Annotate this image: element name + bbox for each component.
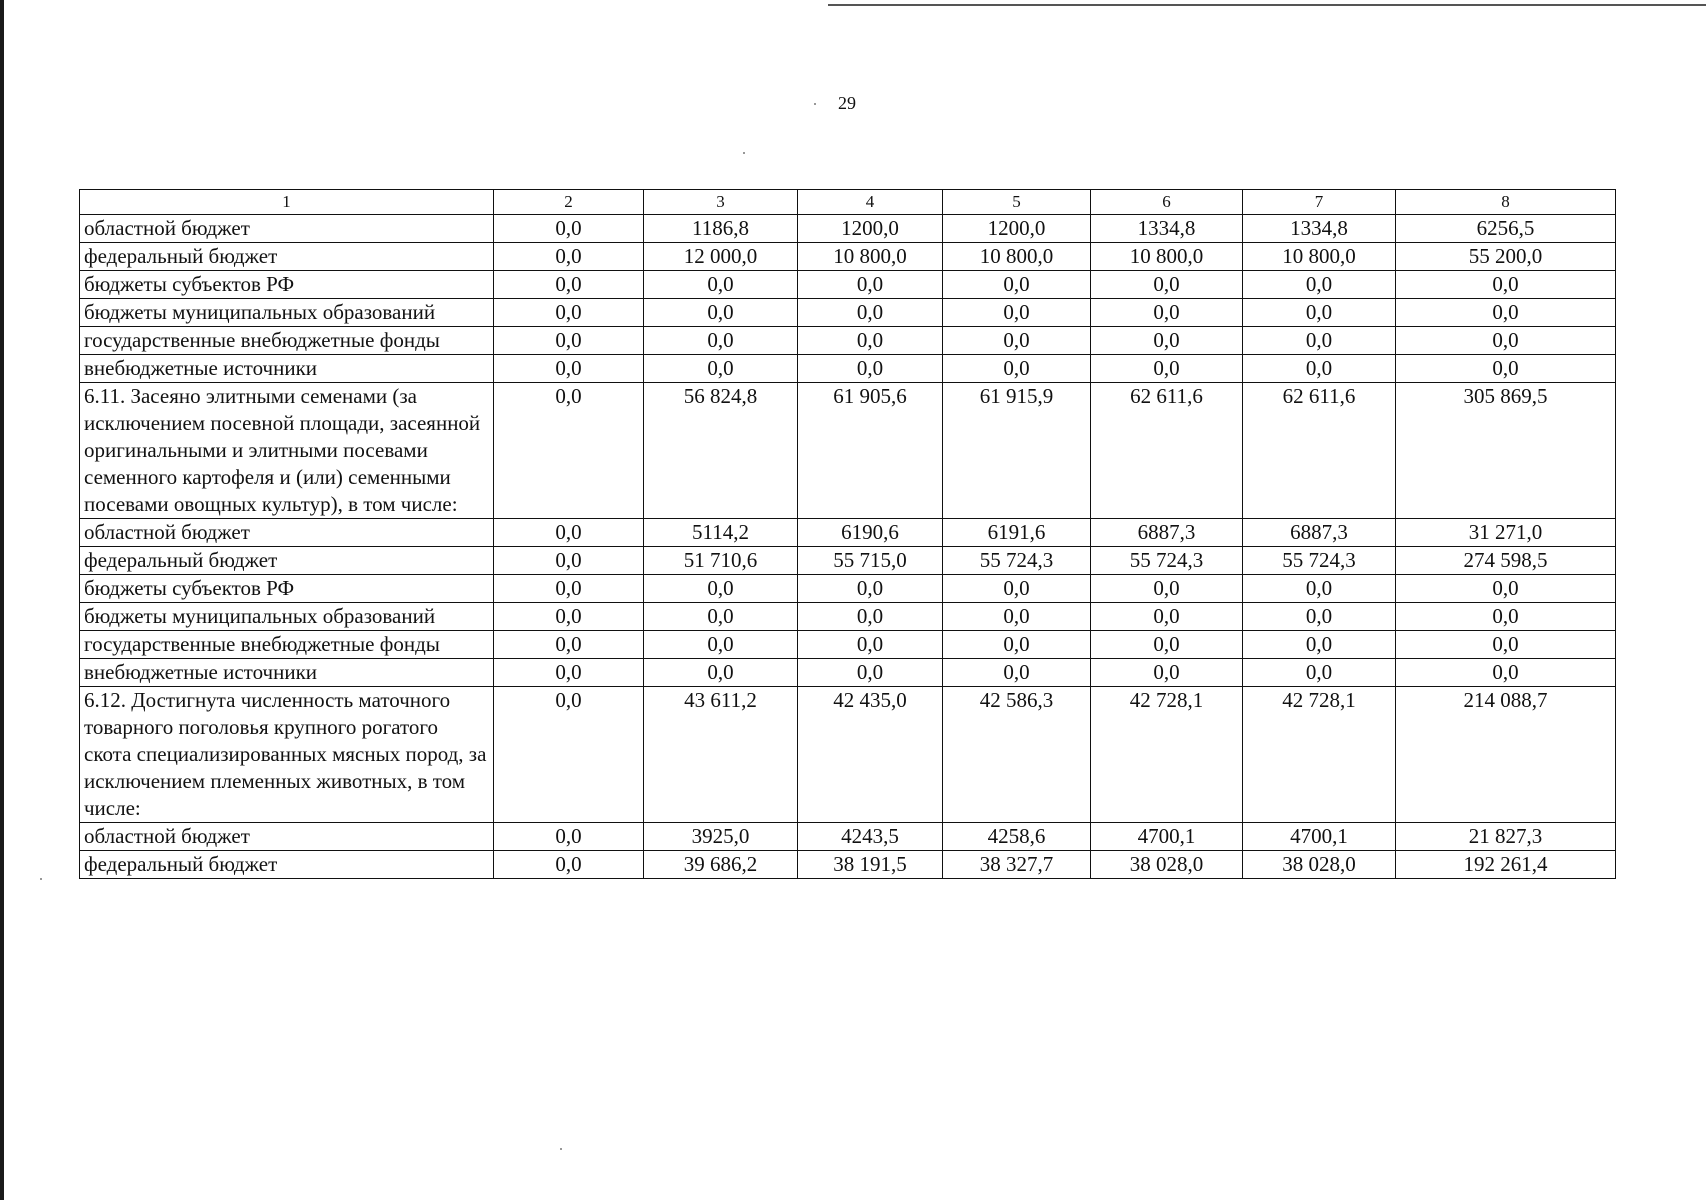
value-cell: 31 271,0 (1396, 519, 1616, 547)
value-cell: 0,0 (644, 271, 798, 299)
table-row (80, 271, 1616, 299)
header-row (80, 190, 1616, 215)
value-cell: 0,0 (798, 575, 943, 603)
value-cell: 6256,5 (1396, 215, 1616, 243)
value-cell: 6887,3 (1091, 519, 1243, 547)
value-cell: 0,0 (494, 823, 644, 851)
row-label: бюджеты субъектов РФ (80, 575, 494, 603)
value-cell: 21 827,3 (1396, 823, 1616, 851)
value-cell: 5114,2 (644, 519, 798, 547)
value-cell: 0,0 (494, 687, 644, 823)
column-header: 5 (943, 190, 1091, 215)
value-cell: 0,0 (1243, 271, 1396, 299)
value-cell: 0,0 (644, 355, 798, 383)
value-cell: 0,0 (943, 603, 1091, 631)
value-cell: 3925,0 (644, 823, 798, 851)
row-label: областной бюджет (80, 215, 494, 243)
value-cell: 305 869,5 (1396, 383, 1616, 519)
column-header: 4 (798, 190, 943, 215)
row-label: областной бюджет (80, 519, 494, 547)
scan-speck (40, 878, 42, 880)
table-row (80, 243, 1616, 271)
value-cell: 0,0 (494, 355, 644, 383)
value-cell: 0,0 (494, 547, 644, 575)
column-header: 8 (1396, 190, 1616, 215)
table-row (80, 851, 1616, 879)
value-cell: 42 435,0 (798, 687, 943, 823)
table-row (80, 215, 1616, 243)
value-cell: 38 028,0 (1243, 851, 1396, 879)
value-cell: 0,0 (494, 851, 644, 879)
value-cell: 0,0 (1243, 299, 1396, 327)
value-cell: 62 611,6 (1243, 383, 1396, 519)
value-cell: 38 028,0 (1091, 851, 1243, 879)
column-header: 6 (1091, 190, 1243, 215)
table-row (80, 327, 1616, 355)
value-cell: 0,0 (943, 631, 1091, 659)
value-cell: 0,0 (494, 575, 644, 603)
value-cell: 10 800,0 (1243, 243, 1396, 271)
value-cell: 4700,1 (1243, 823, 1396, 851)
value-cell: 61 915,9 (943, 383, 1091, 519)
value-cell: 0,0 (494, 271, 644, 299)
value-cell: 1200,0 (943, 215, 1091, 243)
table-row (80, 355, 1616, 383)
page-number: 29 (838, 93, 856, 113)
value-cell: 274 598,5 (1396, 547, 1616, 575)
value-cell: 38 327,7 (943, 851, 1091, 879)
value-cell: 55 724,3 (943, 547, 1091, 575)
value-cell: 0,0 (1396, 659, 1616, 687)
value-cell: 0,0 (943, 271, 1091, 299)
value-cell: 0,0 (1243, 327, 1396, 355)
section-row (80, 383, 1616, 519)
scan-speck (814, 103, 816, 105)
value-cell: 0,0 (1396, 271, 1616, 299)
scan-speck (560, 1148, 562, 1150)
table-row (80, 519, 1616, 547)
table-row (80, 547, 1616, 575)
value-cell: 0,0 (644, 327, 798, 355)
scan-speck (743, 152, 745, 154)
value-cell: 1334,8 (1091, 215, 1243, 243)
value-cell: 0,0 (1091, 327, 1243, 355)
table-row (80, 299, 1616, 327)
value-cell: 39 686,2 (644, 851, 798, 879)
row-label: бюджеты субъектов РФ (80, 271, 494, 299)
row-label: федеральный бюджет (80, 851, 494, 879)
value-cell: 0,0 (798, 327, 943, 355)
value-cell: 42 728,1 (1243, 687, 1396, 823)
value-cell: 4258,6 (943, 823, 1091, 851)
column-header: 7 (1243, 190, 1396, 215)
value-cell: 0,0 (798, 271, 943, 299)
scan-left-edge (0, 0, 4, 1200)
value-cell: 0,0 (494, 631, 644, 659)
row-label: бюджеты муниципальных образований (80, 299, 494, 327)
value-cell: 10 800,0 (798, 243, 943, 271)
column-header: 1 (80, 190, 494, 215)
value-cell: 43 611,2 (644, 687, 798, 823)
table-row (80, 575, 1616, 603)
value-cell: 4243,5 (798, 823, 943, 851)
table-row (80, 603, 1616, 631)
value-cell: 0,0 (494, 383, 644, 519)
value-cell: 0,0 (644, 299, 798, 327)
value-cell: 0,0 (494, 519, 644, 547)
value-cell: 1200,0 (798, 215, 943, 243)
value-cell: 62 611,6 (1091, 383, 1243, 519)
value-cell: 4700,1 (1091, 823, 1243, 851)
value-cell: 0,0 (943, 575, 1091, 603)
value-cell: 12 000,0 (644, 243, 798, 271)
value-cell: 0,0 (644, 631, 798, 659)
value-cell: 0,0 (1091, 659, 1243, 687)
value-cell: 55 724,3 (1091, 547, 1243, 575)
value-cell: 0,0 (1243, 659, 1396, 687)
value-cell: 0,0 (1091, 355, 1243, 383)
value-cell: 0,0 (1396, 355, 1616, 383)
value-cell: 0,0 (1396, 631, 1616, 659)
row-label: областной бюджет (80, 823, 494, 851)
value-cell: 0,0 (943, 327, 1091, 355)
scan-top-line (828, 4, 1706, 6)
value-cell: 0,0 (1091, 299, 1243, 327)
value-cell: 0,0 (1396, 327, 1616, 355)
value-cell: 1186,8 (644, 215, 798, 243)
row-label: федеральный бюджет (80, 547, 494, 575)
value-cell: 0,0 (1396, 575, 1616, 603)
row-label: бюджеты муниципальных образований (80, 603, 494, 631)
value-cell: 0,0 (494, 243, 644, 271)
row-label: внебюджетные источники (80, 659, 494, 687)
value-cell: 192 261,4 (1396, 851, 1616, 879)
value-cell: 0,0 (644, 603, 798, 631)
value-cell: 6191,6 (943, 519, 1091, 547)
value-cell: 51 710,6 (644, 547, 798, 575)
row-label: государственные внебюджетные фонды (80, 327, 494, 355)
column-header: 2 (494, 190, 644, 215)
value-cell: 6887,3 (1243, 519, 1396, 547)
value-cell: 0,0 (1091, 631, 1243, 659)
value-cell: 0,0 (798, 355, 943, 383)
value-cell: 0,0 (1091, 271, 1243, 299)
value-cell: 0,0 (1243, 355, 1396, 383)
value-cell: 0,0 (943, 355, 1091, 383)
value-cell: 0,0 (494, 603, 644, 631)
budget-table (79, 189, 1616, 879)
row-label: 6.12. Достигнута численность маточного товарного поголовья крупного рогатого скота специализированных мясных пород, за исключением племенных животных, в том числе: (80, 687, 494, 823)
value-cell: 0,0 (644, 659, 798, 687)
value-cell: 0,0 (1396, 299, 1616, 327)
value-cell: 0,0 (798, 603, 943, 631)
row-label: 6.11. Засеяно элитными семенами (за исключением посевной площади, засеянной оригинальными и элитными посевами семенного картофеля и (или) семенными посевами овощных культур), в том числе: (80, 383, 494, 519)
value-cell: 0,0 (798, 631, 943, 659)
row-label: федеральный бюджет (80, 243, 494, 271)
value-cell: 55 724,3 (1243, 547, 1396, 575)
value-cell: 42 728,1 (1091, 687, 1243, 823)
value-cell: 0,0 (1091, 575, 1243, 603)
value-cell: 55 200,0 (1396, 243, 1616, 271)
value-cell: 214 088,7 (1396, 687, 1616, 823)
value-cell: 55 715,0 (798, 547, 943, 575)
value-cell: 0,0 (644, 575, 798, 603)
value-cell: 10 800,0 (1091, 243, 1243, 271)
value-cell: 0,0 (1243, 575, 1396, 603)
value-cell: 0,0 (494, 215, 644, 243)
value-cell: 0,0 (798, 659, 943, 687)
value-cell: 0,0 (943, 299, 1091, 327)
column-header: 3 (644, 190, 798, 215)
value-cell: 6190,6 (798, 519, 943, 547)
value-cell: 10 800,0 (943, 243, 1091, 271)
table-row (80, 823, 1616, 851)
value-cell: 42 586,3 (943, 687, 1091, 823)
table-row (80, 659, 1616, 687)
value-cell: 0,0 (798, 299, 943, 327)
value-cell: 1334,8 (1243, 215, 1396, 243)
value-cell: 0,0 (494, 299, 644, 327)
value-cell: 0,0 (1396, 603, 1616, 631)
value-cell: 0,0 (1243, 631, 1396, 659)
value-cell: 61 905,6 (798, 383, 943, 519)
table-row (80, 631, 1616, 659)
value-cell: 0,0 (494, 327, 644, 355)
section-row (80, 687, 1616, 823)
value-cell: 0,0 (1091, 603, 1243, 631)
value-cell: 0,0 (943, 659, 1091, 687)
value-cell: 56 824,8 (644, 383, 798, 519)
row-label: государственные внебюджетные фонды (80, 631, 494, 659)
value-cell: 0,0 (1243, 603, 1396, 631)
table-body (80, 215, 1616, 879)
row-label: внебюджетные источники (80, 355, 494, 383)
value-cell: 0,0 (494, 659, 644, 687)
value-cell: 38 191,5 (798, 851, 943, 879)
